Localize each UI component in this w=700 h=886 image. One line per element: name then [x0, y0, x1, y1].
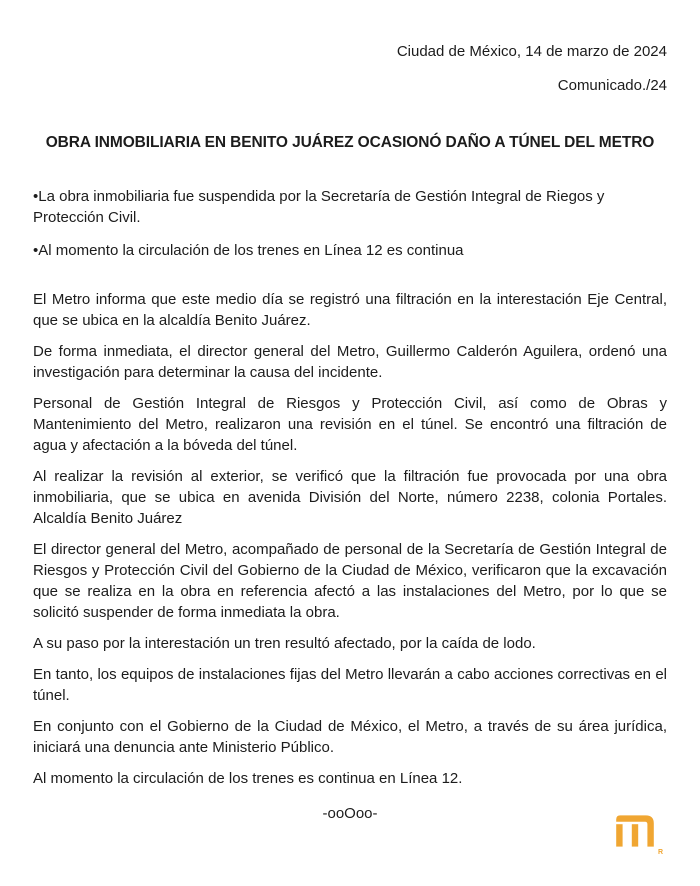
dateline: Ciudad de México, 14 de marzo de 2024: [396, 43, 667, 60]
paragraph: Al realizar la revisión al exterior, se verificó que la filtración fue provocada por una obra inmobiliaria, que se ubica en avenida División del Norte, número 2238, colonia Portales. Alcaldía Benito Juárez: [33, 468, 667, 527]
metro-m-icon: [613, 812, 657, 850]
bullet-item: •La obra inmobiliaria fue suspendida por la Secretaría de Gestión Integral de Riegos y Protección Civil.: [33, 188, 605, 226]
paragraph: En conjunto con el Gobierno de la Ciudad de México, el Metro, a través de su área jurídica, iniciará una denuncia ante Ministerio Público.: [33, 718, 667, 756]
paragraph: El director general del Metro, acompañado de personal de la Secretaría de Gestión Integral de Riesgos y Protección Civil del Gobierno de la Ciudad de México, verificaron que la excavación que se realiza en la obra en referencia afectó a las instalaciones del Metro, por lo que se solicitó suspender de forma inmediata la obra.: [33, 541, 667, 621]
highlight-bullets: [33, 186, 667, 261]
closing-mark: -ooOoo-: [322, 805, 378, 822]
body-text: [33, 289, 667, 789]
registered-mark: R: [657, 849, 663, 856]
paragraph: Al momento la circulación de los trenes es continua en Línea 12.: [33, 770, 463, 787]
paragraph: Personal de Gestión Integral de Riesgos y Protección Civil, así como de Obras y Mantenimiento del Metro, realizaron una revisión en el túnel. Se encontró una filtración de agua y afectación a la bóveda del túnel.: [33, 395, 667, 454]
paragraph: En tanto, los equipos de instalaciones fijas del Metro llevarán a cabo acciones correctivas en el túnel.: [33, 666, 667, 704]
paragraph: El Metro informa que este medio día se registró una filtración en la interestación Eje Central, que se ubica en la alcaldía Benito Juárez.: [33, 291, 667, 329]
paragraph: De forma inmediata, el director general del Metro, Guillermo Calderón Aguilera, ordenó una investigación para determinar la causa del incidente.: [33, 343, 667, 381]
page-title: OBRA INMOBILIARIA EN BENITO JUÁREZ OCASIONÓ DAÑO A TÚNEL DEL METRO: [45, 134, 655, 151]
paragraph: A su paso por la interestación un tren resultó afectado, por la caída de lodo.: [33, 635, 536, 652]
comunicado-number: Comunicado./24: [557, 77, 667, 94]
metro-logo: [613, 812, 663, 858]
bullet-item: •Al momento la circulación de los trenes en Línea 12 es continua: [33, 242, 464, 259]
